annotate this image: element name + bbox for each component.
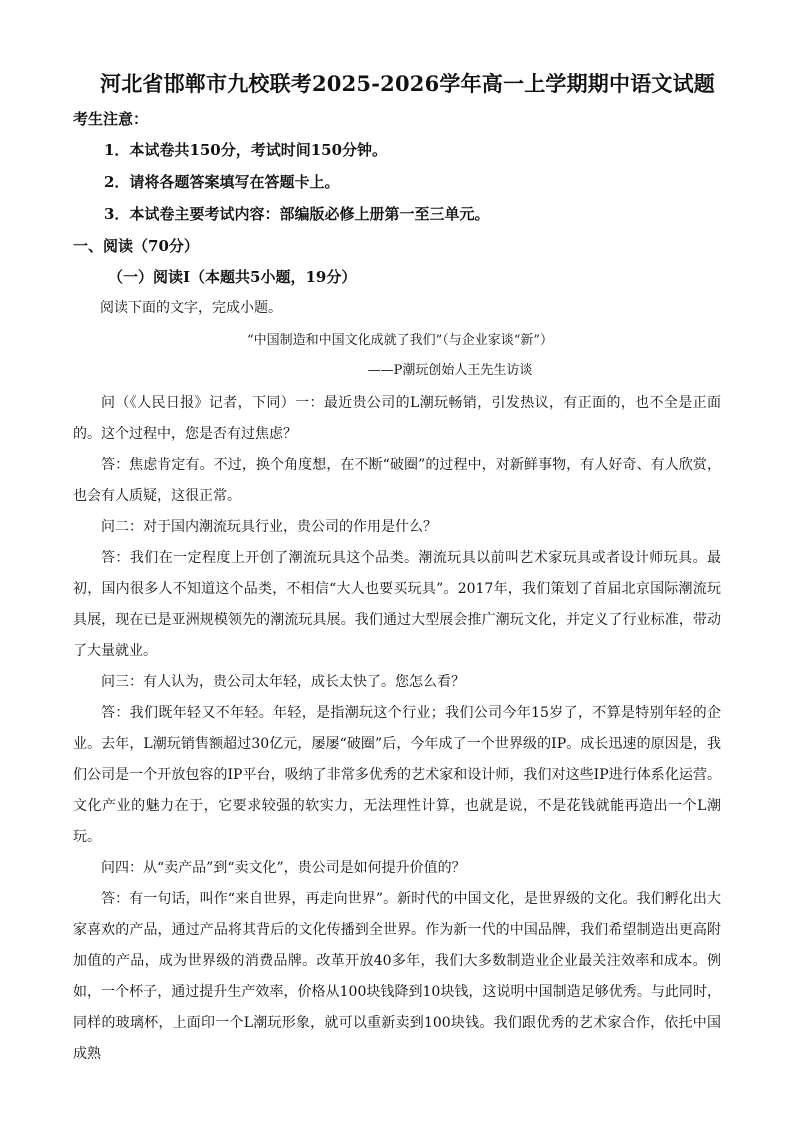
- reading-instruction: 阅读下面的文字，完成小题。: [100, 300, 282, 316]
- subsection-heading: （一）阅读Ⅰ（本题共5小题，19分）: [108, 268, 357, 286]
- article-subtitle: ——P潮玩创始人王先生访谈: [367, 363, 533, 378]
- notice-heading: 考生注意：: [73, 110, 149, 128]
- notice-item-3: 3．本试卷主要考试内容：部编版必修上册第一至三单元。: [104, 205, 490, 223]
- notice-item-2: 2．请将各题答案填写在答题卡上。: [104, 173, 340, 191]
- paragraph-a2: 答：我们在一定程度上开创了潮流玩具这个品类。潮流玩具以前叫艺术家玩具或者设计师玩具。最初，国内很多人不知道这个品类，不相信“大人也要买玩具”。2017年，我们策划了首届北京国际潮流玩具展，现在已是亚洲规模领先的潮流玩具展。我们通过大型展会推广潮玩文化，并定义了行业标准，带动了大量就业。: [73, 550, 721, 659]
- section-heading: 一、阅读（70分）: [73, 237, 199, 255]
- notice-item-1: 1．本试卷共150分，考试时间150分钟。: [104, 141, 388, 159]
- exam-title: 河北省邯郸市九校联考2025-2026学年高一上学期期中语文试题: [100, 71, 716, 96]
- article-title: “中国制造和中国文化成就了我们”（与企业家谈“新”）: [246, 333, 554, 348]
- paragraph-a3: 答：我们既年轻又不年轻。年轻，是指潮玩这个行业；我们公司今年15岁了，不算是特别年轻的企业。去年，L潮玩销售额超过30亿元，屡屡“破圈”后，今年成了一个世界级的IP。成长迅速的原因是，我们公司是一个开放包容的IP平台，吸纳了非常多优秀的艺术家和设计师，我们对这些IP进行体系化运营。文化产业的魅力在于，它要求较强的软实力，无法理性计算，也就是说，不是花钱就能再造出一个L潮玩。: [73, 705, 721, 845]
- article-body: [73, 388, 721, 1070]
- paragraph-q4: 问四：从“卖产品”到“卖文化”，贵公司是如何提升价值的？: [101, 860, 466, 876]
- paragraph-a1: 答：焦虑肯定有。不过，换个角度想，在不断“破圈”的过程中，对新鲜事物，有人好奇、有人欣赏，也会有人质疑，这很正常。: [73, 457, 721, 504]
- paragraph-a4: 答：有一句话，叫作“来自世界，再走向世界”。新时代的中国文化，是世界级的文化。我们孵化出大家喜欢的产品，通过产品将其背后的文化传播到全世界。作为新一代的中国品牌，我们希望制造出更高附加值的产品，成为世界级的消费品牌。改革开放40多年，我们大多数制造业企业最关注效率和成本。例如，一个杯子，通过提升生产效率，价格从100块钱降到10块钱，这说明中国制造足够优秀。与此同时，同样的玻璃杯，上面印一个L潮玩形象，就可以重新卖到100块钱。我们跟优秀的艺术家合作，依托中国成熟: [73, 891, 721, 1062]
- paragraph-q2: 问二：对于国内潮流玩具行业，贵公司的作用是什么？: [101, 519, 437, 535]
- paragraph-q3: 问三：有人认为，贵公司太年轻，成长太快了。您怎么看？: [101, 674, 465, 690]
- paragraph-q1: 问（《人民日报》记者，下同）一：最近贵公司的L潮玩畅销，引发热议，有正面的，也不全是正面的。这个过程中，您是否有过焦虑？: [73, 395, 721, 442]
